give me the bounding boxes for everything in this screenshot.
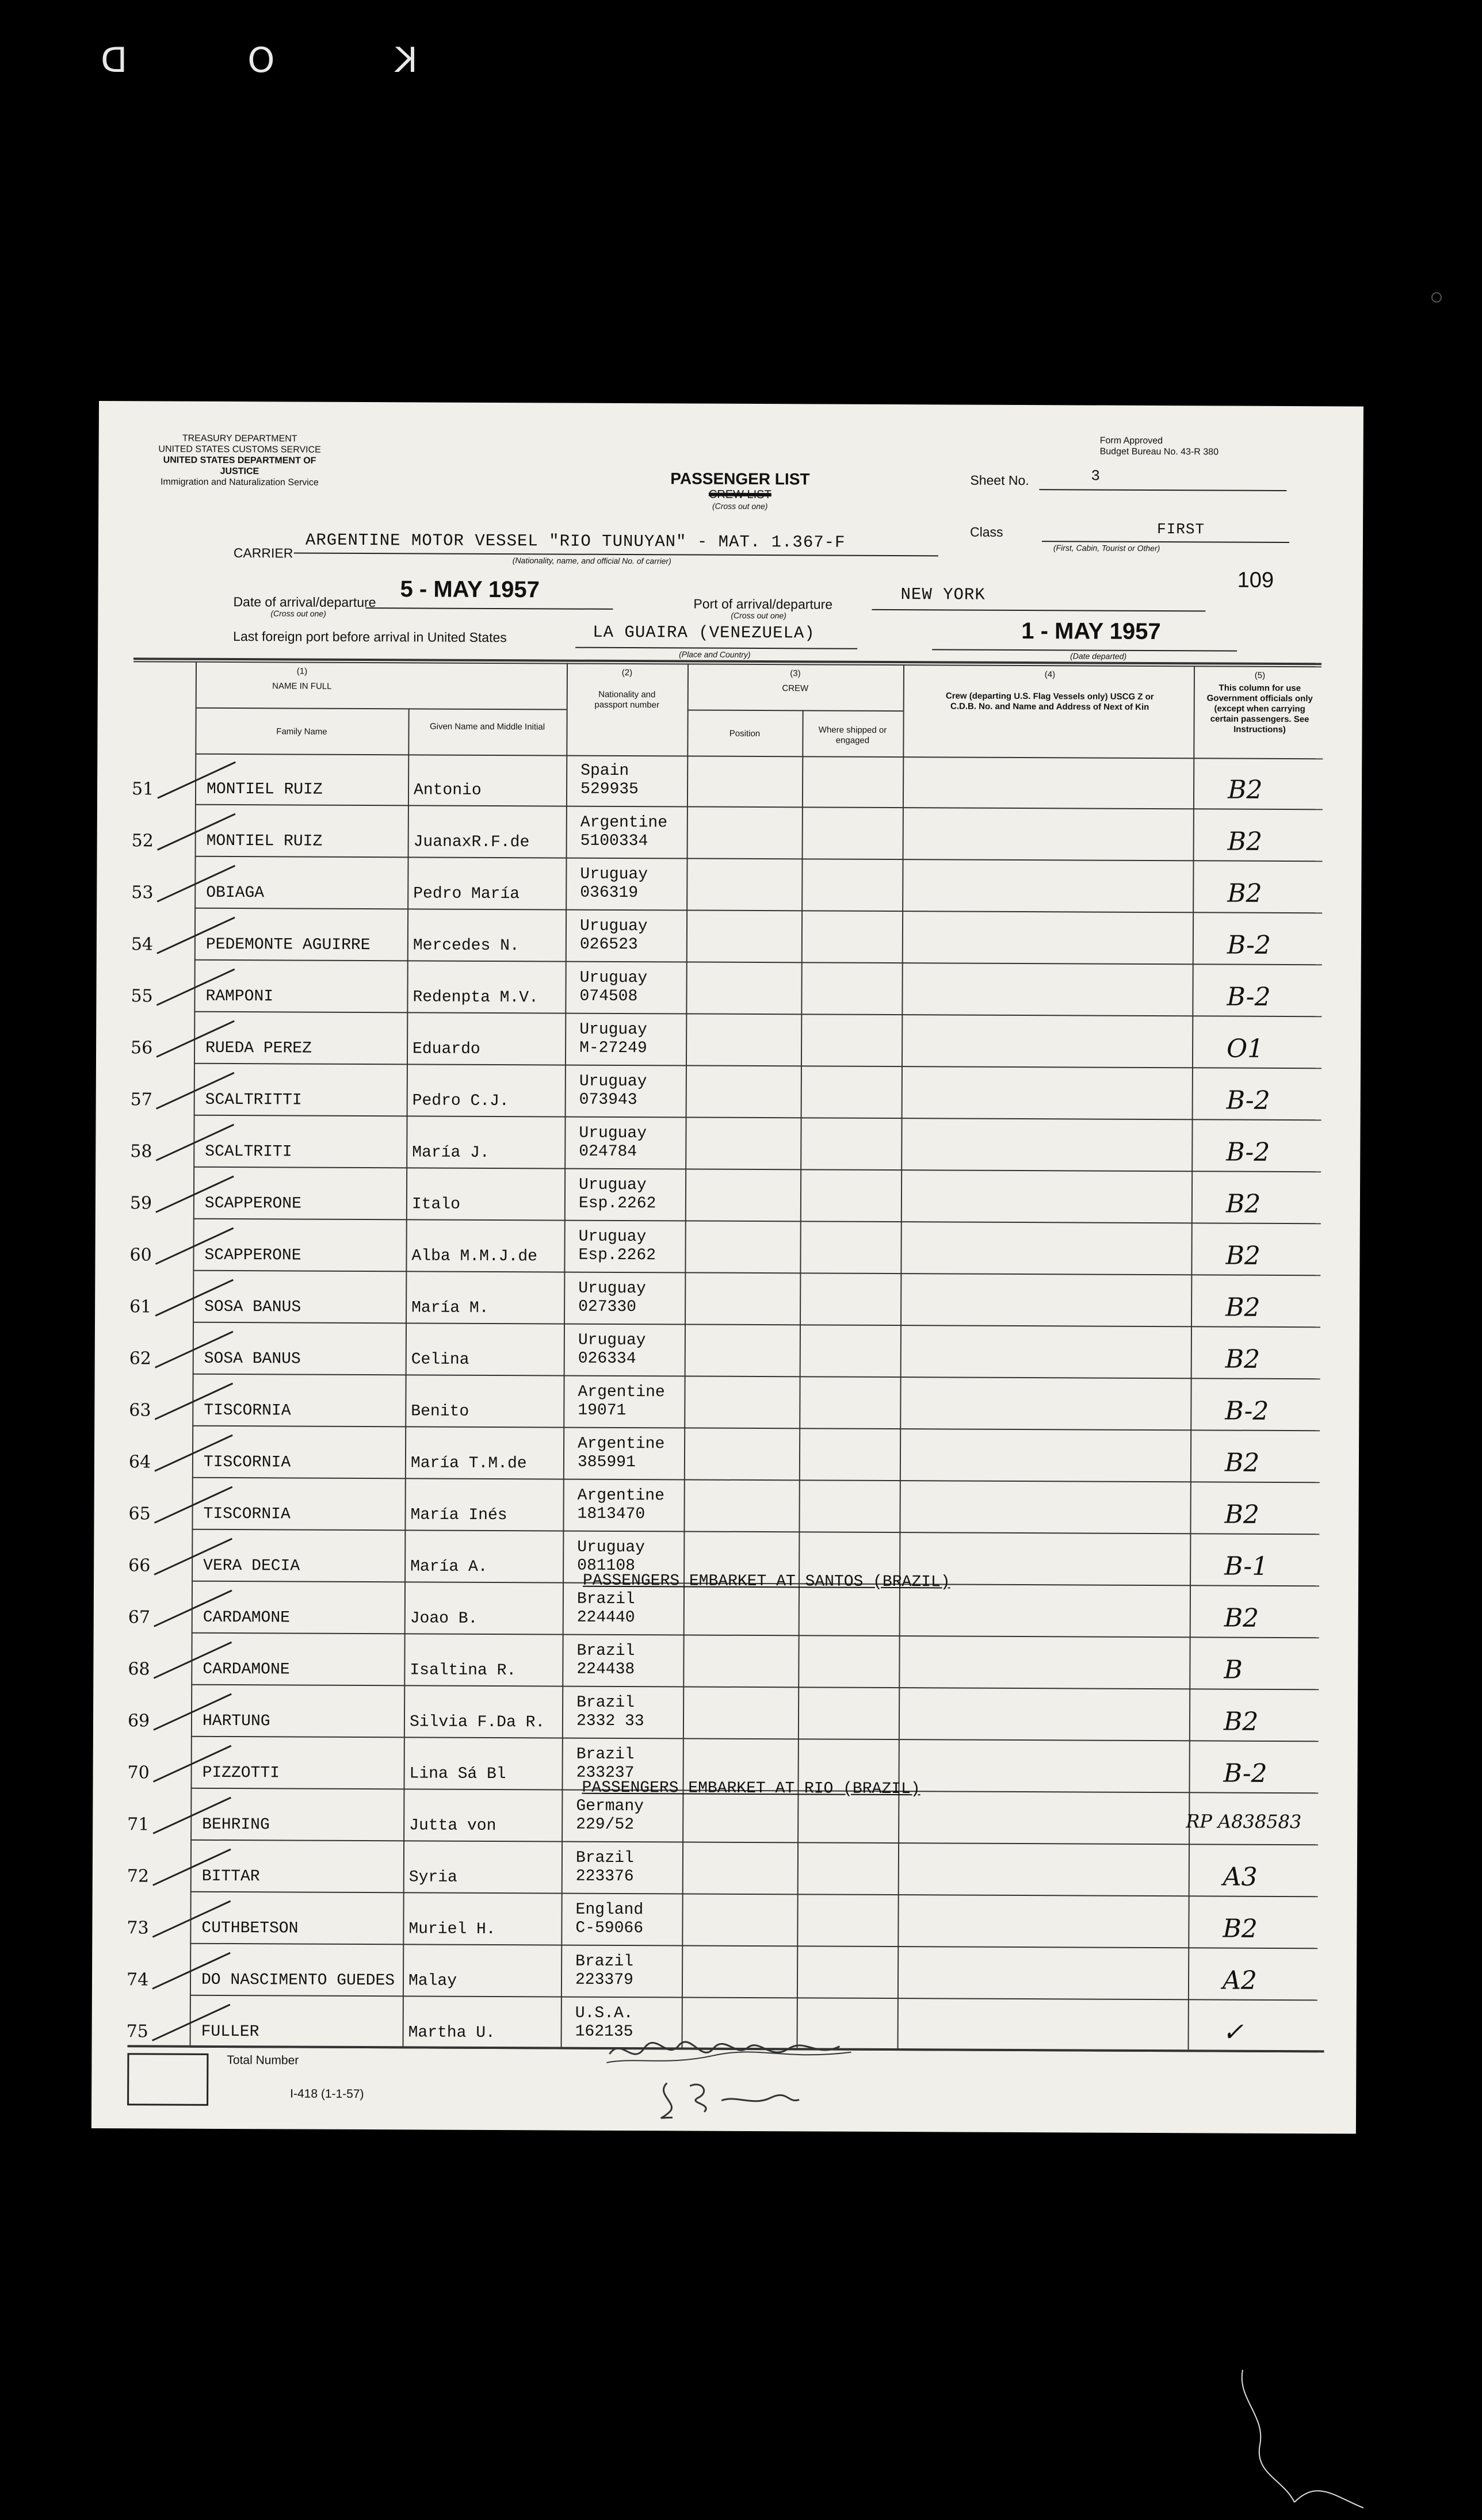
family-name: SCAPPERONE: [204, 1246, 301, 1265]
row-number: 62: [129, 1348, 152, 1369]
given-name: María Inés: [410, 1506, 507, 1525]
given-name: María M.: [411, 1299, 489, 1317]
nationality: Brazil: [576, 1745, 635, 1764]
nationality: Uruguay: [578, 1176, 647, 1195]
passport-number: 081108: [577, 1557, 636, 1576]
passport-number: 233237: [576, 1764, 635, 1783]
nationality: Brazil: [576, 1642, 635, 1661]
check-mark: [151, 1581, 238, 1634]
check-mark: [152, 1219, 239, 1271]
form-title: PASSENGER LIST: [670, 469, 810, 488]
col1-header: [196, 666, 408, 693]
table-row: [93, 1685, 1358, 1742]
row-number: 63: [129, 1400, 151, 1421]
given-name: Alba M.M.J.de: [411, 1247, 538, 1266]
nationality: Argentine: [577, 1486, 665, 1505]
family-name: TISCORNIA: [204, 1401, 291, 1420]
official-note: RP A838583: [1186, 1810, 1302, 1833]
col-family-name: Family Name: [276, 726, 327, 737]
row-number: 53: [131, 882, 154, 903]
given-name: Joao B.: [410, 1609, 478, 1628]
table-row: [95, 1271, 1359, 1328]
nationality: Argentine: [580, 813, 668, 832]
given-name: Syria: [408, 1868, 457, 1887]
last-port-value: LA GUAIRA (VENEZUELA): [593, 622, 815, 643]
arrival-port-note: (Cross out one): [731, 610, 786, 621]
check-mark: [152, 1374, 238, 1427]
check-mark: [152, 1271, 239, 1323]
arrival-date-note: (Cross out one): [270, 609, 326, 618]
given-name: María A.: [410, 1558, 488, 1576]
table-row: [97, 908, 1361, 966]
table-row: [97, 753, 1362, 810]
given-name: Lina Sá Bl: [409, 1765, 506, 1784]
last-port-field: [575, 622, 857, 649]
agency-line-3: UNITED STATES DEPARTMENT OF JUSTICE: [163, 455, 316, 477]
row-number: 60: [129, 1245, 152, 1265]
check-mark: [154, 960, 240, 1012]
row-number: 57: [130, 1089, 152, 1110]
given-name: Isaltina R.: [410, 1661, 517, 1680]
passport-number: 024784: [579, 1142, 637, 1161]
table-row: [92, 1892, 1357, 1949]
given-name: Muriel H.: [408, 1920, 496, 1939]
table-row: [96, 1167, 1360, 1225]
table-row: [93, 1633, 1358, 1691]
date-departed-note: (Date departed): [1070, 651, 1127, 661]
sheet-value: 3: [1091, 467, 1101, 485]
carrier-value: ARGENTINE MOTOR VESSEL "RIO TUNUYAN" - MAT. 1.367-F: [305, 530, 846, 552]
table-row: [95, 1322, 1359, 1380]
row-number: 73: [127, 1918, 149, 1938]
table-row: [94, 1374, 1359, 1432]
nationality: Uruguay: [578, 1331, 646, 1350]
given-name: Malay: [408, 1972, 457, 1990]
check-mark: [153, 1115, 239, 1168]
row-number: 59: [129, 1193, 152, 1214]
official-note: B2: [1227, 878, 1262, 908]
row-number: 54: [131, 934, 154, 955]
class-value: FIRST: [1156, 521, 1205, 538]
carrier-label: CARRIER: [233, 545, 293, 561]
row-number: 51: [131, 779, 154, 800]
official-note: ✓: [1222, 2017, 1244, 2047]
family-name: TISCORNIA: [203, 1505, 291, 1524]
family-name: MONTIEL RUIZ: [206, 832, 323, 851]
row-number: 72: [127, 1866, 150, 1887]
passport-number: 529935: [580, 780, 639, 799]
official-note: O1: [1226, 1034, 1264, 1064]
family-name: MONTIEL RUIZ: [206, 780, 323, 799]
given-name: JuanaxR.F.de: [413, 833, 530, 852]
total-number-label: Total Number: [227, 2053, 299, 2067]
nationality: Germany: [576, 1797, 644, 1816]
family-name: SCAPPERONE: [204, 1194, 302, 1213]
family-name: SOSA BANUS: [204, 1298, 301, 1317]
arrival-date-field: [365, 572, 613, 610]
class-field: [1042, 520, 1289, 543]
check-mark: [150, 1788, 236, 1841]
film-frame-mark: K O D: [46, 40, 418, 81]
nationality: Uruguay: [579, 969, 648, 988]
form-approval: [1100, 435, 1250, 458]
arrival-port-field: [872, 584, 1205, 612]
passport-number: 026334: [578, 1349, 636, 1368]
row-number: 66: [128, 1555, 151, 1576]
col2-number: (2): [621, 667, 633, 678]
row-number: 67: [128, 1607, 151, 1628]
given-name: Redenpta M.V.: [412, 988, 538, 1007]
col3-header: [687, 668, 903, 694]
check-mark: [150, 1892, 236, 1944]
given-name: María J.: [412, 1144, 490, 1162]
handwritten-signature: [598, 2031, 920, 2130]
given-name: Silvia F.Da R.: [409, 1713, 545, 1732]
official-note: B2: [1224, 1448, 1260, 1478]
row-number: 65: [128, 1504, 151, 1524]
passport-number: 2332 33: [576, 1712, 644, 1731]
table-row: [96, 960, 1361, 1018]
family-name: FULLER: [201, 2022, 259, 2041]
row-number: 74: [126, 1970, 149, 1990]
given-name: Jutta von: [409, 1817, 496, 1835]
col2-title: Nationality and passport number: [594, 689, 660, 710]
row-number: 61: [129, 1297, 152, 1317]
nationality: Uruguay: [577, 1538, 645, 1557]
passport-number: 162135: [575, 2022, 633, 2041]
form-title-crossed: CREW LIST: [708, 488, 771, 502]
nationality: Brazil: [575, 1849, 634, 1868]
official-note: B-1: [1224, 1551, 1269, 1581]
agency-line-1: TREASURY DEPARTMENT: [182, 433, 297, 444]
family-name: SCALTRITI: [205, 1142, 292, 1161]
check-mark: [152, 1322, 239, 1375]
family-name: BEHRING: [202, 1815, 270, 1834]
given-name: Pedro María: [413, 885, 520, 904]
check-mark: [152, 1426, 238, 1478]
col4-number: (4): [1044, 670, 1056, 680]
sheet-field: [1039, 469, 1286, 491]
col4-title: Crew (departing U.S. Flag Vessels only) USCG Z or C.D.B. No. and Name and Address of Next of Kin: [945, 691, 1154, 712]
check-mark: [151, 1633, 237, 1685]
col-where-shipped: Where shipped or engaged: [818, 725, 887, 745]
table-row: [92, 1944, 1357, 2001]
row-number: 64: [128, 1452, 151, 1473]
check-mark: [155, 753, 241, 805]
nationality: Brazil: [576, 1693, 635, 1712]
check-mark: [150, 1944, 236, 1996]
family-name: SCALTRITTI: [205, 1091, 302, 1110]
check-mark: [153, 1167, 239, 1219]
check-mark: [151, 1529, 238, 1582]
official-note: B2: [1225, 1189, 1261, 1219]
page-number: 109: [1237, 568, 1274, 592]
scan-dot: [1431, 292, 1442, 303]
crew-header-divider: [687, 709, 903, 712]
passport-number: 036319: [580, 884, 639, 903]
check-mark: [150, 1737, 236, 1789]
passport-number: 026523: [579, 935, 638, 954]
col-position: Position: [729, 728, 761, 739]
nationality: Argentine: [578, 1435, 665, 1454]
official-note: B2: [1225, 1344, 1261, 1374]
given-name: Mercedes N.: [412, 936, 520, 955]
col5-header: [1196, 670, 1323, 735]
embark-note-santos: PASSENGERS EMBARKET AT SANTOS (BRAZIL): [582, 1571, 950, 1592]
agency-line-2: UNITED STATES CUSTOMS SERVICE: [158, 444, 321, 455]
official-note: B-2: [1227, 982, 1271, 1012]
official-note: B2: [1225, 1241, 1261, 1271]
official-note: B2: [1224, 1603, 1259, 1633]
official-note: B2: [1224, 1500, 1260, 1529]
passport-number: Esp.2262: [578, 1246, 656, 1265]
sheet-label: Sheet No.: [970, 472, 1029, 488]
official-note: A2: [1222, 1965, 1257, 1995]
given-name: Pedro C.J.: [412, 1092, 509, 1111]
row-number: 68: [128, 1659, 150, 1680]
official-note: B: [1224, 1655, 1243, 1685]
family-name: VERA DECIA: [203, 1557, 300, 1576]
col5-number: (5): [1254, 670, 1266, 680]
official-note: B-2: [1225, 1396, 1269, 1426]
given-name: Celina: [411, 1351, 469, 1369]
check-mark: [150, 1840, 236, 1892]
family-name: CUTHBETSON: [201, 1919, 299, 1938]
given-name: Eduardo: [412, 1040, 480, 1058]
family-name: DO NASCIMENTO GUEDES: [201, 1971, 395, 1990]
date-departed-value: 1 - MAY 1957: [1021, 618, 1161, 645]
check-mark: [154, 908, 240, 961]
passport-number: 073943: [579, 1091, 637, 1110]
nationality: Uruguay: [579, 917, 648, 936]
arrival-date-value: 5 - MAY 1957: [400, 576, 540, 603]
class-note: (First, Cabin, Tourist or Other): [1053, 543, 1160, 553]
family-name: OBIAGA: [206, 884, 265, 903]
check-mark: [154, 1012, 240, 1064]
col5-title: This column for use Government officials only (except when carrying certain passengers. See Instructions): [1206, 683, 1313, 735]
given-name: María T.M.de: [410, 1454, 527, 1473]
check-mark: [155, 805, 241, 857]
table-row: [97, 805, 1362, 862]
nationality: Spain: [580, 762, 629, 781]
passport-number: 223376: [575, 1867, 634, 1886]
nationality: Uruguay: [580, 865, 648, 884]
form-number: I-418 (1-1-57): [290, 2087, 364, 2101]
official-note: B-2: [1223, 1758, 1267, 1788]
col4-header: [906, 669, 1194, 713]
passport-number: 223379: [575, 1971, 633, 1990]
name-header-divider: [196, 708, 567, 710]
check-mark: [151, 1478, 238, 1530]
embark-note-rio: PASSENGERS EMBARKET AT RIO (BRAZIL): [582, 1779, 920, 1799]
official-note: B-2: [1226, 1137, 1270, 1167]
col1-number: (1): [296, 666, 308, 676]
nationality: Uruguay: [578, 1279, 646, 1298]
table-row: [97, 856, 1361, 914]
nationality: Uruguay: [579, 1124, 647, 1143]
row-number: 69: [127, 1711, 150, 1731]
family-name: RAMPONI: [205, 987, 274, 1006]
row-number: 70: [127, 1762, 150, 1783]
family-name: TISCORNIA: [203, 1453, 291, 1472]
family-name: CARDAMONE: [203, 1608, 291, 1627]
passport-number: M-27249: [579, 1039, 647, 1058]
official-note: B2: [1225, 1292, 1261, 1322]
passenger-list-document: [91, 401, 1363, 2134]
col-given-name: Given Name and Middle Initial: [429, 721, 545, 732]
nationality: Brazil: [575, 1952, 634, 1971]
row-number: 55: [131, 986, 153, 1007]
nationality: Brazil: [576, 1590, 635, 1609]
family-name: CARDAMONE: [203, 1660, 290, 1679]
date-departed-field: [932, 609, 1237, 651]
passport-number: 224438: [576, 1660, 635, 1679]
table-row: [96, 1012, 1361, 1069]
nationality: Argentine: [578, 1383, 665, 1402]
arrival-port-label: Port of arrival/departure: [693, 596, 833, 612]
family-name: HARTUNG: [202, 1712, 270, 1731]
table-row: [94, 1426, 1359, 1483]
check-mark: [154, 856, 240, 909]
passport-number: 074508: [579, 987, 638, 1006]
row-number: 52: [131, 831, 154, 851]
passport-number: 19071: [578, 1401, 627, 1420]
nationality: U.S.A.: [575, 2004, 633, 2023]
check-mark: [151, 1685, 237, 1737]
col2-header: [570, 668, 685, 711]
passport-number: Esp.2262: [578, 1194, 656, 1213]
last-port-label: Last foreign port before arrival in United States: [233, 629, 507, 645]
total-number-box: [127, 2053, 208, 2106]
given-name: Benito: [411, 1402, 469, 1421]
check-mark: [154, 1064, 240, 1116]
row-number: 71: [127, 1814, 150, 1835]
agency-header: [144, 433, 334, 488]
family-name: SOSA BANUS: [204, 1349, 301, 1368]
col3-title: CREW: [782, 683, 809, 694]
official-note: B-2: [1226, 1085, 1270, 1115]
given-name: Italo: [411, 1195, 460, 1214]
carrier-field: [294, 529, 938, 556]
nationality: Uruguay: [579, 1072, 647, 1091]
arrival-date-label: Date of arrival/departure: [233, 594, 376, 610]
row-number: 56: [131, 1038, 153, 1058]
official-note: B2: [1227, 775, 1263, 805]
family-name: BITTAR: [201, 1867, 260, 1886]
given-name: Martha U.: [408, 2024, 495, 2043]
last-port-note: (Place and Country): [679, 649, 751, 659]
family-name: PEDEMONTE AGUIRRE: [205, 935, 370, 955]
col1-title: NAME IN FULL: [272, 681, 332, 691]
passport-number: 1813470: [577, 1505, 645, 1524]
official-note: B2: [1223, 1707, 1259, 1737]
family-name: PIZZOTTI: [202, 1764, 280, 1783]
check-mark: [150, 1995, 236, 2048]
nationality: Uruguay: [578, 1228, 647, 1246]
arrival-port-value: NEW YORK: [900, 585, 986, 605]
row-number: 75: [126, 2021, 148, 2042]
table-row: [93, 1840, 1357, 1898]
passport-number: 5100334: [580, 832, 648, 851]
official-note: A3: [1223, 1862, 1258, 1892]
col3-number: (3): [790, 668, 801, 679]
passport-number: C-59066: [575, 1919, 644, 1938]
cross-out-note: (Cross out one): [712, 501, 768, 511]
row-number: 58: [130, 1141, 152, 1162]
form-approved: Form Approved: [1099, 435, 1163, 446]
passport-number: 224440: [576, 1608, 635, 1627]
nationality: England: [575, 1900, 644, 1919]
table-row: [94, 1478, 1358, 1535]
passport-number: 027330: [578, 1298, 637, 1317]
table-row: [96, 1064, 1361, 1121]
class-label: Class: [969, 524, 1003, 540]
passport-number: 229/52: [576, 1815, 635, 1834]
agency-line-4: Immigration and Naturalization Service: [160, 477, 319, 488]
passport-number: 385991: [577, 1453, 636, 1472]
form-title-block: [656, 469, 823, 511]
given-name: Antonio: [413, 781, 482, 800]
family-name: RUEDA PEREZ: [205, 1039, 312, 1058]
official-note: B2: [1227, 827, 1263, 856]
film-edge-scratch: [1231, 2364, 1386, 2519]
official-note: B-2: [1227, 930, 1271, 960]
budget-bureau: Budget Bureau No. 43-R 380: [1099, 446, 1219, 457]
table-row: [95, 1219, 1359, 1276]
carrier-note: (Nationality, name, and official No. of carrier): [512, 556, 671, 566]
official-note: B2: [1223, 1914, 1258, 1944]
nationality: Uruguay: [579, 1020, 647, 1039]
table-row: [96, 1115, 1360, 1173]
